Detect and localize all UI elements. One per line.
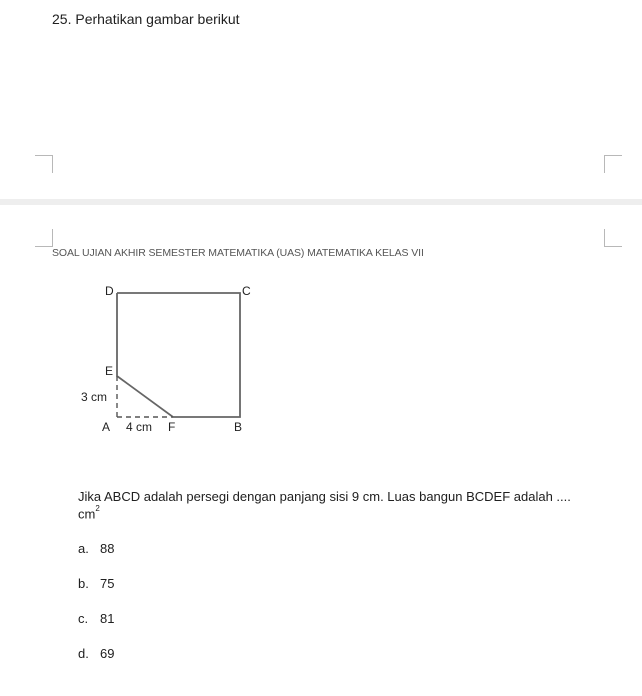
vertex-label-e: E — [105, 364, 114, 378]
option-letter: d. — [78, 646, 89, 661]
question-title: 25. Perhatikan gambar berikut — [52, 11, 240, 27]
dimension-label-ae: 3 cm — [81, 390, 108, 404]
vertex-label-b: B — [234, 420, 243, 434]
document-header: SOAL UJIAN AKHIR SEMESTER MATEMATIKA (UAS) MATEMATIKA KELAS VII — [52, 247, 424, 259]
option-d[interactable] — [78, 646, 114, 661]
geometry-figure — [70, 276, 260, 441]
option-value: 88 — [100, 541, 115, 556]
unit-exponent: 2 — [95, 504, 100, 513]
option-a[interactable] — [78, 541, 114, 556]
option-letter: c. — [78, 611, 89, 626]
crop-mark-bottom-left — [35, 229, 53, 247]
option-value: 69 — [100, 646, 115, 661]
option-letter: b. — [78, 576, 89, 591]
crop-mark-top-right — [604, 155, 622, 173]
crop-mark-bottom-right — [604, 229, 622, 247]
option-value: 75 — [100, 576, 115, 591]
option-value: 81 — [100, 611, 115, 626]
shape-outline-bcdef — [117, 293, 240, 417]
answer-unit — [78, 506, 100, 521]
option-letter: a. — [78, 541, 89, 556]
question-stem: Jika ABCD adalah persegi dengan panjang sisi 9 cm. Luas bangun BCDEF adalah .... — [78, 489, 571, 504]
unit-text: cm — [78, 506, 96, 522]
vertex-label-f: F — [168, 420, 176, 434]
dimension-label-af: 4 cm — [126, 420, 153, 434]
vertex-label-a: A — [102, 420, 111, 434]
option-c[interactable] — [78, 611, 114, 626]
option-b[interactable] — [78, 576, 114, 591]
vertex-label-c: C — [242, 284, 251, 298]
page-separator — [0, 199, 642, 205]
vertex-label-d: D — [105, 284, 114, 298]
crop-mark-top-left — [35, 155, 53, 173]
